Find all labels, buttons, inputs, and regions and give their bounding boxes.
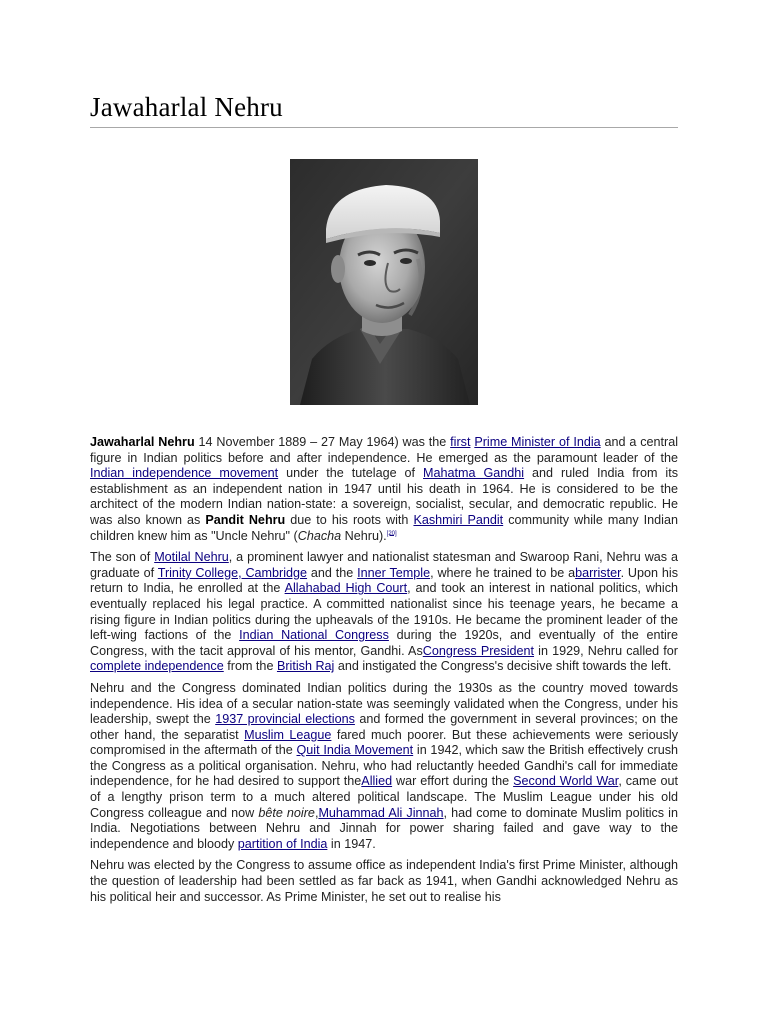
article (90, 0, 678, 911)
article-body (90, 435, 678, 905)
article-link[interactable]: Trinity College, Cambridge (157, 565, 308, 580)
text-run: The son of (90, 550, 155, 565)
italic-text: bête noire (258, 805, 315, 820)
citation (387, 530, 397, 536)
bold-text: Jawaharlal Nehru (90, 435, 195, 449)
text-run: Nehru and the Congress dominated Indian politics during the 1930s as the country moved towards independence. His idea of a secular nation-state was seemingly validated when the Congress, under his leadership, swept the (90, 680, 678, 727)
article-link[interactable]: partition of India (237, 836, 328, 851)
article-link[interactable]: first (450, 435, 471, 449)
text-run: , a prominent lawyer and nationalist statesman and Swaroop Rani, Nehru was a graduate of (90, 550, 678, 580)
text-run: . Upon his return to India, he enrolled at the (90, 565, 678, 596)
article-link[interactable]: Second World War (513, 774, 619, 789)
article-link[interactable]: Prime Minister of India (474, 435, 601, 449)
text-run: Nehru was elected by the Congress to assume office as independent India's first Prime Minister, although the question of leadership had been settled as far back as 1941, when Gandhi acknowledged Nehru as his political heir and successor. As Prime Minister, he set out to realise his (90, 858, 678, 904)
page-title: Jawaharlal Nehru (90, 92, 283, 122)
text-run: and ruled India from its establishment as an independent nation in 1947 until his death in 1964. He is considered to be the architect of the modern Indian nation-state: a sovereign, socialist, secular, and democratic republic. He was also known as (90, 466, 679, 527)
article-link[interactable]: Allied (361, 774, 393, 789)
text-run: and instigated the Congress's decisive shift towards the left. (334, 659, 672, 674)
article-link[interactable]: Kashmiri Pandit (413, 512, 504, 527)
text-run: fared much poorer. But these achievements were seriously compromised in the aftermath of the (90, 727, 679, 758)
article-link[interactable]: Motilal Nehru (154, 550, 229, 565)
article-link[interactable]: complete independence (90, 659, 224, 674)
article-link[interactable]: Muhammad Ali Jinnah (318, 805, 444, 820)
article-link[interactable]: Indian independence movement (90, 466, 279, 481)
text-run: Nehru). (341, 528, 387, 543)
text-run: from the (223, 659, 277, 674)
article-link[interactable]: barrister (575, 565, 621, 580)
text-run: and a central figure in Indian politics before and after independence. He emerged as the paramount leader of the (90, 435, 678, 465)
article-link[interactable]: Muslim League (244, 727, 332, 742)
text-run: , where he trained to be a (430, 565, 576, 580)
article-link[interactable]: Indian National Congress (239, 628, 389, 643)
article-link[interactable]: Congress President (422, 643, 535, 658)
text-run: due to his roots with (285, 512, 414, 527)
text-run: and the (307, 565, 358, 580)
article-link[interactable]: British Raj (276, 659, 335, 674)
title-divider (90, 127, 678, 128)
italic-text: Chacha (297, 528, 342, 543)
article-link[interactable]: Allahabad High Court (284, 581, 408, 596)
text-run: in 1942, which saw the British effectively crush the Congress as a political organisation. Nehru, who had reluctantly heeded Gandhi's call for immediate independence, for he had desired to support the (90, 743, 678, 789)
text-run: community while many Indian children knew him as "Uncle Nehru" ( (90, 512, 678, 543)
citation-link[interactable]: [20] (386, 530, 397, 537)
text-run: , (314, 805, 319, 820)
paragraph (90, 550, 678, 675)
text-run: and formed the government in several provinces; on the other hand, the separatist (90, 712, 678, 742)
text-run: , came out of a lengthy prison term to a much altered political landscape. The Muslim League under his old Congress colleague and now (90, 774, 679, 820)
paragraph (90, 681, 678, 853)
text-run: in 1947. (327, 836, 376, 851)
text-run: under the tutelage of (278, 466, 424, 481)
text-run: 14 November 1889 – 27 May 1964) was the (194, 435, 451, 449)
bold-text: Pandit Nehru (205, 512, 286, 527)
article-link[interactable]: Quit India Movement (296, 743, 414, 758)
article-link[interactable]: 1937 provincial elections (215, 712, 355, 727)
text-run: during the 1920s, and eventually of the entire Congress, with the tacit approval of his mentor, Gandhi. As (90, 628, 678, 658)
paragraph (90, 858, 678, 905)
article-link[interactable]: Mahatma Gandhi (423, 466, 525, 481)
text-run: war effort during the (392, 774, 514, 789)
article-link[interactable]: Inner Temple (357, 565, 431, 580)
text-run: , and took an interest in national politics, which eventually replaced his legal practice. A committed nationalist since his teenage years, he became a rising figure in Indian politics during the upheavals of the 1910s. He became the prominent leader of the left-wing factions of the (90, 581, 679, 643)
text-run: , had come to dominate Muslim politics in India. Negotiations between Nehru and Jinnah for power sharing failed and gave way to the independence and bloody (90, 805, 678, 851)
portrait-image (290, 159, 478, 405)
paragraph (90, 435, 678, 544)
text-run: in 1929, Nehru called for (534, 643, 678, 658)
